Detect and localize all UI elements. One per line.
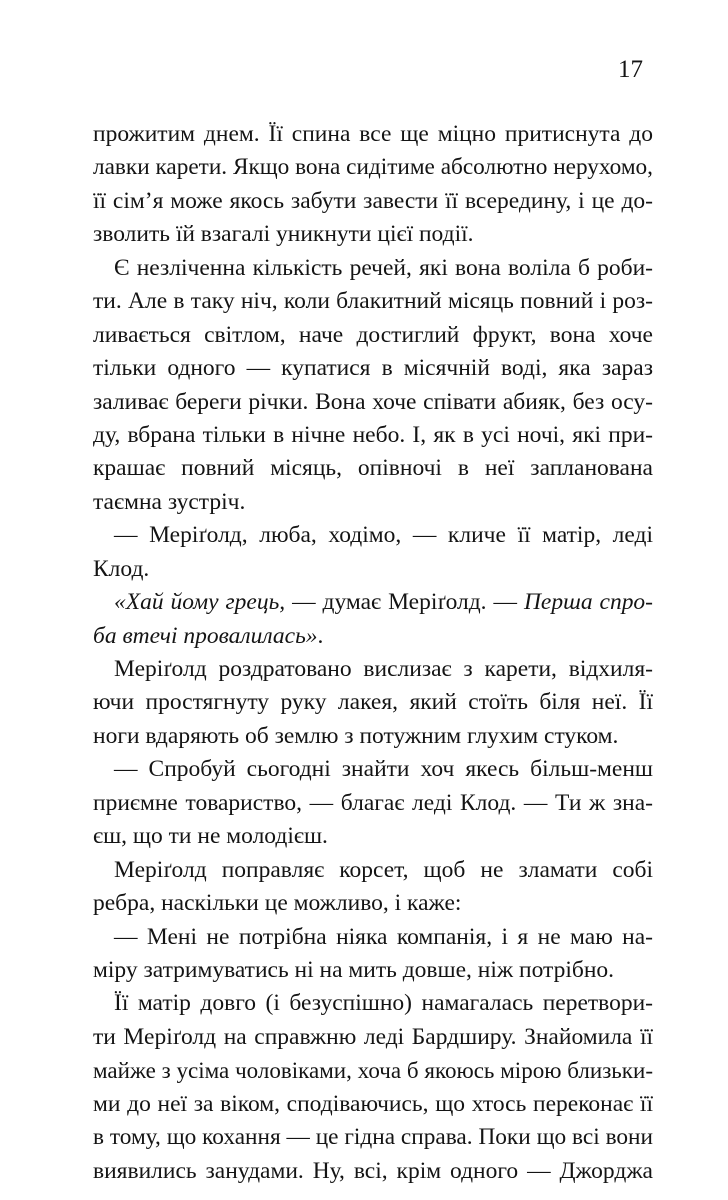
italic-text: ба втечі провалилась» [93, 622, 318, 649]
text-line: Клод. [93, 555, 150, 582]
text-line: — Спробуй сьогодні знайти хоч якесь більш-менш [114, 756, 653, 783]
text-line: ливається світлом, наче достиглий фрукт, вона хоче [93, 321, 653, 348]
text-line: ноги вдаряють об землю з потужним глухим стуком. [93, 722, 619, 749]
text-line: Її матір довго (і безуспішно) намагалась перетвори- [114, 990, 653, 1017]
text-segment: — думає Меріґолд. — [285, 589, 524, 616]
text-line: Меріґолд поправляє корсет, щоб не зламати собі [114, 856, 653, 883]
text-line: єш, що ти не молодієш. [93, 823, 328, 850]
text-line: ребра, наскільки це можливо, і каже: [93, 890, 462, 917]
text-line: — Меріґолд, люба, ходімо, — кличе її матір, леді [114, 522, 653, 549]
text-line: крашає повний місяць, опівночі в неї запланована [93, 455, 653, 482]
text-line: — Мені не потрібна ніяка компанія, і я не маю на- [114, 923, 653, 950]
text-line: таємна зустріч. [93, 488, 246, 515]
text-line: приємне товариство, — благає леді Клод. — Ти ж зна- [93, 789, 653, 816]
text-segment: . [317, 622, 324, 649]
text-line: міру затримуватись ні на мить довше, ніж потрібно. [93, 956, 615, 983]
italic-text: Перша спро- [523, 589, 653, 616]
text-line: ти. Але в таку ніч, коли блакитний місяць повний і роз- [93, 288, 653, 315]
text-line: майже з усіма чоловіками, хоча б якоюсь мірою близьки- [93, 1057, 653, 1084]
text-line: тільки одного — купатися в місячній воді, яка зараз [93, 355, 653, 382]
text-line: зволить їй взагалі уникнути цієї події. [93, 221, 474, 248]
body-text [93, 118, 653, 1188]
text-line: заливає береги річки. Вона хоче співати абияк, без осу- [93, 388, 653, 415]
text-line: її сім’я може якось забути завести її всередину, і це до- [93, 187, 653, 214]
text-line: Є незліченна кількість речей, які вона воліла б роби- [114, 254, 653, 281]
text-line: в тому, що кохання — це гідна справа. Поки що всі вони [93, 1124, 653, 1151]
text-line: виявились занудами. Ну, всі, крім одного — Джорджа [93, 1157, 653, 1184]
text-line: ти Меріґолд на справжню леді Бардширу. Знайомила її [93, 1023, 653, 1050]
text-line: ду, вбрана тільки в нічне небо. І, як в усі ночі, які при- [93, 421, 653, 448]
italic-text: «Хай йому грець, [114, 589, 286, 616]
text-line: Меріґолд роздратовано вислизає з карети, відхиля- [114, 656, 653, 682]
page-number: 17 [618, 56, 643, 83]
text-line: ючи простягнуту руку лакея, який стоїть біля неї. Її [93, 689, 653, 716]
text-line: ми до неї за віком, сподіваючись, що хтось переконає її [93, 1090, 653, 1117]
text-line: лавки карети. Якщо вона сидітиме абсолютно нерухомо, [93, 154, 653, 181]
text-line [93, 620, 653, 653]
text-line [93, 586, 653, 619]
text-line: прожитим днем. Її спина все ще міцно притиснута до [93, 121, 653, 147]
